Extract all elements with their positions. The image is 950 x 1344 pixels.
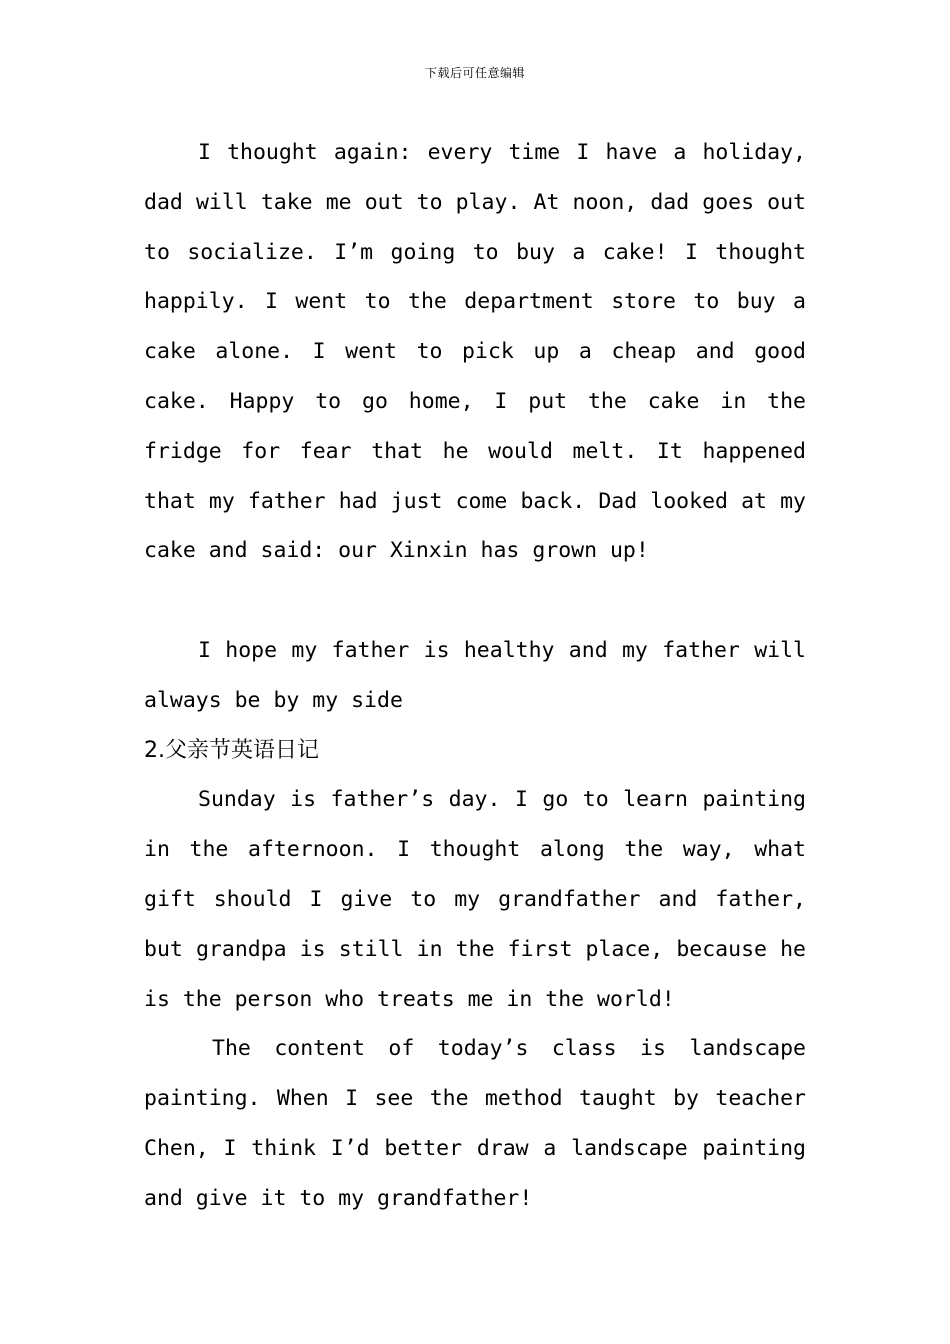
paragraph-hope: I hope my father is healthy and my father will always be by my side xyxy=(144,637,806,713)
paragraph-spacer xyxy=(144,576,806,626)
section-heading: 2.父亲节英语日记 xyxy=(144,737,319,763)
paragraph-landscape: The content of today’s class is landscape painting. When I see the method taught by teacher Chen, I think I’d better draw a landscape painting and give it to my grandfather! xyxy=(144,1036,806,1211)
page-header-note: 下载后可任意编辑 xyxy=(424,66,525,80)
paragraph-sunday: Sunday is father’s day. I go to learn painting in the afternoon. I thought along the way, what gift should I give to my grandfather and father, but grandpa is still in the first place, because he is the person who treats me in the world! xyxy=(144,787,806,1012)
document-body xyxy=(144,128,806,1224)
paragraph-holiday-cake: I thought again: every time I have a holiday, dad will take me out to play. At noon, dad goes out to socialize. I’m going to buy a cake! I thought happily. I went to the department store to buy a cake alone. I went to pick up a cheap and good cake. Happy to go home, I put the cake in the fridge for fear that he would melt. It happened that my father had just come back. Dad looked at my cake and said: our Xinxin has grown up! xyxy=(144,140,806,564)
